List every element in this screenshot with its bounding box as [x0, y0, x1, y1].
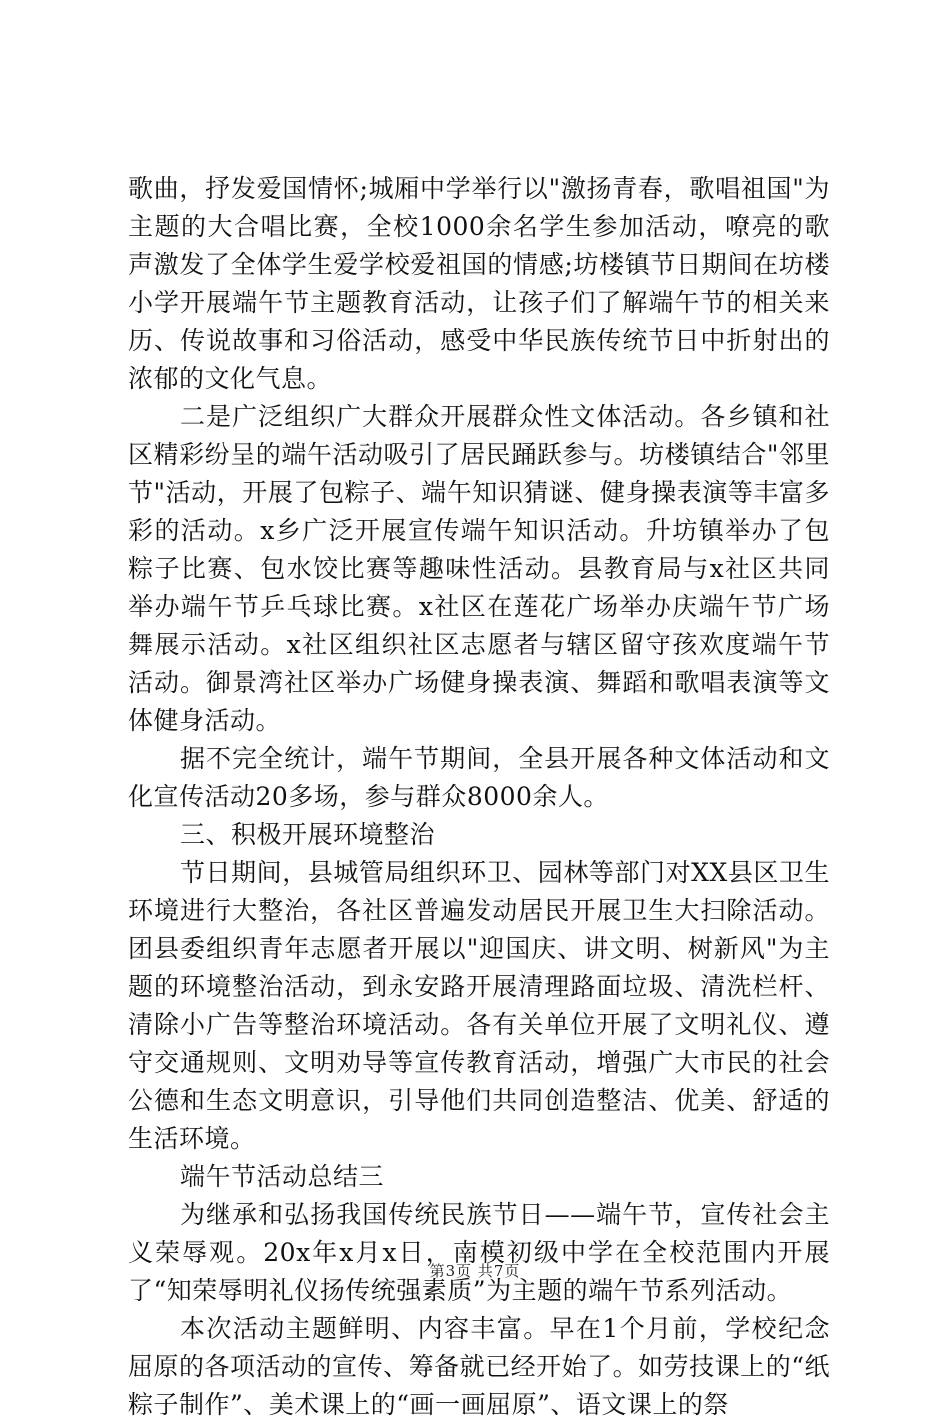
- paragraph-6: 本次活动主题鲜明、内容丰富。早在1个月前，学校纪念屈原的各项活动的宣传、筹备就已经开始了。如劳技课上的“纸粽子制作”、美术课上的“画一画屈原”、语文课上的祭: [128, 1314, 830, 1419]
- paragraph-3: 据不完全统计，端午节期间，全县开展各种文体活动和文化宣传活动20多场，参与群众8000余人。: [128, 744, 830, 811]
- paragraph-2: 二是广泛组织广大群众开展群众性文体活动。各乡镇和社区精彩纷呈的端午活动吸引了居民踊跃参与。坊楼镇结合"邻里节"活动，开展了包粽子、端午知识猜谜、健身操表演等丰富多彩的活动。x乡广泛开展宣传端午知识活动。升坊镇举办了包粽子比赛、包水饺比赛等趣味性活动。县教育局与x社区共同举办端午节乒乓球比赛。x社区在莲花广场举办庆端午节广场舞展示活动。x社区组织社区志愿者与辖区留守孩欢度端午节活动。御景湾社区举办广场健身操表演、舞蹈和歌唱表演等文体健身活动。: [128, 402, 830, 735]
- article-title: 端午节活动总结三: [180, 1162, 385, 1191]
- paragraph-1: 歌曲，抒发爱国情怀;城厢中学举行以"激扬青春，歌唱祖国"为主题的大合唱比赛，全校1000余名学生参加活动，嘹亮的歌声激发了全体学生爱学校爱祖国的情感;坊楼镇节日期间在坊楼小学开展端午节主题教育活动，让孩子们了解端午节的相关来历、传说故事和习俗活动，感受中华民族传统节日中折射出的浓郁的文化气息。: [128, 174, 830, 393]
- paragraph-4: 节日期间，县城管局组织环卫、园林等部门对XX县区卫生环境进行大整治，各社区普遍发动居民开展卫生大扫除活动。团县委组织青年志愿者开展以"迎国庆、讲文明、树新风"为主题的环境整治活动，到永安路开展清理路面垃圾、清洗栏杆、清除小广告等整治环境活动。各有关单位开展了文明礼仪、遵守交通规则、文明劝导等宣传教育活动，增强广大市民的社会公德和生态文明意识，引导他们共同创造整洁、优美、舒适的生活环境。: [128, 858, 830, 1153]
- document-body: [128, 170, 830, 1424]
- section-heading: 三、积极开展环境整治: [180, 820, 436, 849]
- paragraph-5: 为继承和弘扬我国传统民族节日——端午节，宣传社会主义荣辱观。20x年x月x日，南模初级中学在全校范围内开展了“知荣辱明礼仪扬传统强素质”为主题的端午节系列活动。: [128, 1200, 830, 1305]
- page-number: 第3页 共7页: [429, 1262, 521, 1280]
